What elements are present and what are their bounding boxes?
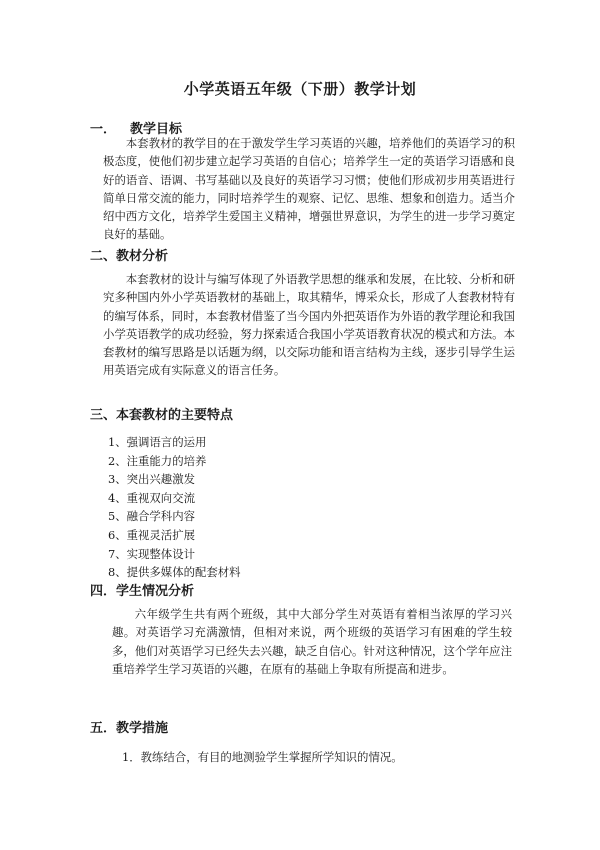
section-1-number: 一． xyxy=(90,122,117,137)
measure-item: 1．教练结合，有目的地测验学生掌握所学知识的情况。 xyxy=(122,750,403,764)
section-2-paragraph: 本套教材的设计与编写体现了外语教学思想的继承和发展，在比较、分析和研究多种国内外小学英语教材的基础上，取其精华，博采众长，形成了人套教材特有的编写体系，同时，本套教材借鉴了当今国内外把英语作为外语的教学理论和我国小学英语教学的成功经验，努力探索适合我国小学英语教育状况的模式和方法。本套教材的编写思路是以话题为纲，以交际功能和语言结构为主线，逐步引导学生运用英语完成有实际意义的语言任务。 xyxy=(103,272,515,378)
feature-list xyxy=(108,433,241,582)
list-item: 3、突出兴趣激发 xyxy=(108,472,195,487)
list-item: 1、强调语言的运用 xyxy=(108,435,207,449)
list-item: 8、提供多媒体的配套材料 xyxy=(108,565,241,580)
section-4-heading: 四．学生情况分析 xyxy=(90,584,195,599)
section-1-paragraph: 本套教材的教学目的在于激发学生学习英语的兴趣，培养他们的英语学习的积极态度，使他们初步建立起学习英语的自信心；培养学生一定的英语学习语感和良好的语音、语调、书写基础以及良好的英语学习习惯；使他们形成初步用英语进行简单日常交流的能力，同时培养学生的观察、记忆、思维、想象和创造力。适当介绍中西方文化，培养学生爱国主义精神，增强世界意识，为学生的进一步学习奠定良好的基础。 xyxy=(103,136,515,242)
section-1-title: 教学目标 xyxy=(130,122,183,137)
list-item: 2、注重能力的培养 xyxy=(108,453,207,468)
list-item: 4、重视双向交流 xyxy=(108,490,195,505)
list-item: 6、重视灵活扩展 xyxy=(108,527,195,542)
document-title: 小学英语五年级（下册）教学计划 xyxy=(183,80,417,98)
section-3-heading: 三、本套教材的主要特点 xyxy=(90,408,234,423)
section-4-paragraph: 六年级学生共有两个班级，其中大部分学生对英语有着相当浓厚的学习兴趣。对英语学习充满激情，但相对来说，两个班级的英语学习有困难的学生较多，他们对英语学习已经失去兴趣，缺乏自信心。针对这种情况，这个学年应注重培养学生学习英语的兴趣，在原有的基础上争取有所提高和进步。 xyxy=(112,607,512,676)
section-5-heading: 五．教学措施 xyxy=(90,721,169,736)
list-item: 5、融合学科内容 xyxy=(108,509,195,524)
list-item: 7、实现整体设计 xyxy=(108,546,195,561)
section-2-heading: 二、教材分析 xyxy=(90,249,169,264)
